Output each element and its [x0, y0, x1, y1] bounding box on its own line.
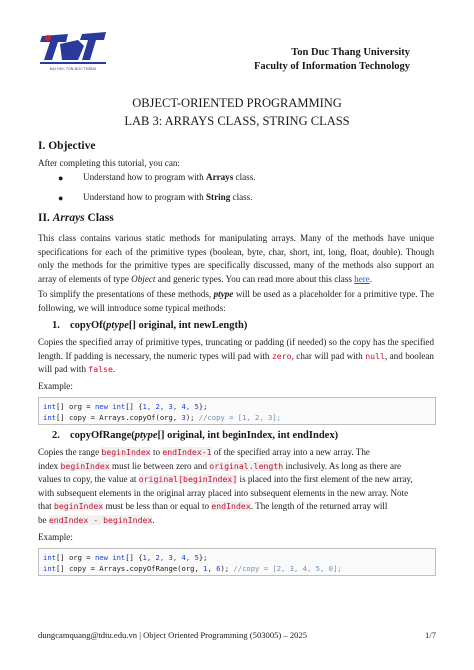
para-italic: Object [131, 273, 156, 284]
code-token: int [43, 413, 56, 422]
sig-text: [] original, int newLength) [128, 320, 248, 331]
logo-subtext: ĐẠI HỌC TÔN ĐỨC THẮNG [49, 67, 97, 71]
bullet-bold: String [206, 192, 231, 202]
code-token: [] org = [55, 402, 95, 411]
objective-item-string [83, 192, 253, 202]
bullet-bold: Arrays [206, 172, 234, 182]
code-comment: //copy = [1, 2, 3]; [198, 413, 282, 422]
footer-text: dungcamquang@tdtu.edu.vn | Object Oriented Programming (503005) – 2025 [38, 630, 308, 640]
university-logo [38, 30, 108, 74]
desc-text: that [38, 501, 54, 512]
para-text: and generic types. You can read more about this class [155, 273, 355, 284]
code-line [43, 401, 435, 412]
method1-code-block [38, 397, 436, 425]
code-term: endIndex-1 [162, 447, 212, 457]
bullet-text: Understand how to program with [83, 192, 206, 202]
desc-text: to [150, 447, 163, 457]
method1-example-label: Example: [38, 381, 73, 391]
code-token: int [43, 564, 56, 573]
code-token: new [94, 553, 108, 562]
doc-title [0, 94, 474, 130]
desc-text: inclusively. As long as there are [283, 460, 402, 471]
method2-description [38, 446, 434, 528]
code-token: 6 [216, 564, 221, 573]
code-term: beginIndex [53, 501, 104, 512]
ptype-term: ptype [213, 289, 234, 299]
objective-intro: After completing this tutorial, you can: [38, 158, 180, 168]
code-token: , [207, 564, 217, 573]
code-token: int [112, 402, 126, 411]
title-line2: LAB 3: ARRAYS CLASS, STRING CLASS [124, 114, 350, 128]
university-name: Ton Duc Thang University [291, 47, 410, 58]
method1-description [38, 336, 434, 377]
objective-item-arrays [83, 172, 256, 182]
method1-number: 1. [52, 320, 60, 331]
desc-line: with subsequent elements in the original array placed into subsequent elements in the new array. Note [38, 487, 409, 498]
desc-text: is placed into the first element of the new array, [237, 474, 413, 485]
code-token: [] { [125, 402, 143, 411]
faculty-name: Faculty of Information Technology [253, 61, 410, 72]
desc-text: , char will pad with [291, 350, 366, 361]
code-term: original.length [209, 460, 284, 471]
sig-text: copyOfRange( [70, 430, 135, 441]
bullet-text: class. [230, 192, 253, 202]
desc-text: be [38, 514, 49, 525]
objective-heading: I. Objective [38, 140, 96, 152]
arrays-paragraph-2 [38, 288, 434, 315]
code-token: ); [220, 564, 234, 573]
code-line [43, 563, 435, 574]
bullet-dot-icon: ● [58, 173, 64, 183]
desc-text: . The length of the returned array will [250, 501, 388, 512]
para-text: This class contains various static methods for manipulating arrays. Many of the methods have unique specifications for each of the primitive types (boolean, byte, char, short, int, long, float, double). Though only the methods for the primitive types are specifically discussed, many of the methods also support an array of elements of type [38, 233, 434, 284]
code-term: beginIndex [60, 460, 110, 471]
code-token: new [94, 402, 108, 411]
method2-signature [70, 430, 338, 441]
sig-text: [] original, int beginIndex, int endIndex) [157, 430, 339, 441]
code-line [43, 552, 435, 563]
desc-line [38, 500, 434, 514]
title-line1: OBJECT-ORIENTED PROGRAMMING [132, 96, 342, 110]
code-token: 3 [181, 413, 186, 422]
code-token: }; [198, 402, 208, 411]
method1-signature [70, 320, 247, 331]
para-text: . [369, 273, 373, 284]
tdt-logo-icon [38, 30, 108, 74]
heading-italic: Arrays [52, 212, 85, 224]
desc-text: . [152, 514, 155, 525]
code-token: int [112, 553, 126, 562]
arrays-heading [38, 212, 114, 224]
bullet-text: class. [233, 172, 256, 182]
arrays-paragraph-1 [38, 232, 434, 286]
code-term: beginIndex [101, 447, 151, 457]
desc-text: index [38, 460, 61, 471]
page-footer [38, 630, 436, 640]
sig-italic: ptype [106, 320, 129, 331]
desc-text: of the specified array into a new array. The [211, 447, 370, 457]
code-token: }; [198, 553, 208, 562]
desc-text: . [112, 364, 116, 374]
code-null: null [365, 350, 385, 361]
code-token: [] org = [55, 553, 95, 562]
desc-line [38, 446, 434, 460]
code-token: [] copy = Arrays.copyOfRange(org, [55, 564, 204, 573]
university-header [254, 46, 410, 74]
method2-code-block [38, 548, 436, 576]
desc-line [38, 514, 434, 528]
desc-line [38, 473, 434, 487]
method2-example-label: Example: [38, 532, 73, 542]
arrays-doc-link[interactable]: here [354, 273, 370, 284]
code-term: endIndex - beginIndex [48, 514, 153, 525]
desc-text: Copies the range [38, 447, 102, 457]
code-comment: //copy = [2, 3, 4, 5, 0]; [233, 564, 342, 573]
method2-number: 2. [52, 430, 60, 441]
code-token: [] copy = Arrays.copyOf(org, [55, 413, 182, 422]
code-token: 1, 2, 3, 4, 5 [142, 553, 199, 562]
code-token: 1, 2, 3, 4, 5 [142, 402, 199, 411]
heading-number: II. [38, 212, 53, 224]
code-token: [] { [125, 553, 143, 562]
desc-text: must be less than or equal to [103, 501, 212, 512]
code-term: original[beginIndex] [138, 474, 238, 485]
desc-text: values to copy, the value at [38, 474, 139, 485]
code-token: int [43, 553, 56, 562]
bullet-dot-icon: ● [58, 193, 64, 203]
desc-text: Copies the specified array of primitive types, truncating or padding (if needed) so the copy has the specified length. If padding is necessary, the numeric types will pad with [38, 337, 434, 361]
code-line [43, 412, 435, 423]
bullet-text: Understand how to program with [83, 172, 206, 182]
code-false: false [88, 364, 113, 374]
desc-text: must lie between zero and [109, 460, 210, 471]
para-text: To simplify the presentations of these methods, [38, 289, 214, 299]
desc-text: , and boolean will pad with [38, 350, 434, 374]
heading-text: Class [84, 212, 114, 224]
sig-text: copyOf( [70, 320, 107, 331]
code-token: ); [185, 413, 199, 422]
page-number: 1/7 [425, 630, 436, 640]
desc-line [38, 460, 434, 474]
code-term: endIndex [211, 501, 251, 512]
code-token: int [43, 402, 56, 411]
code-zero: zero [271, 350, 292, 361]
code-token: 1 [203, 564, 208, 573]
sig-italic: ptype [134, 430, 158, 441]
para-text: will be used as a placeholder for a primitive type. The following, we will introduce some typical methods: [38, 289, 434, 313]
